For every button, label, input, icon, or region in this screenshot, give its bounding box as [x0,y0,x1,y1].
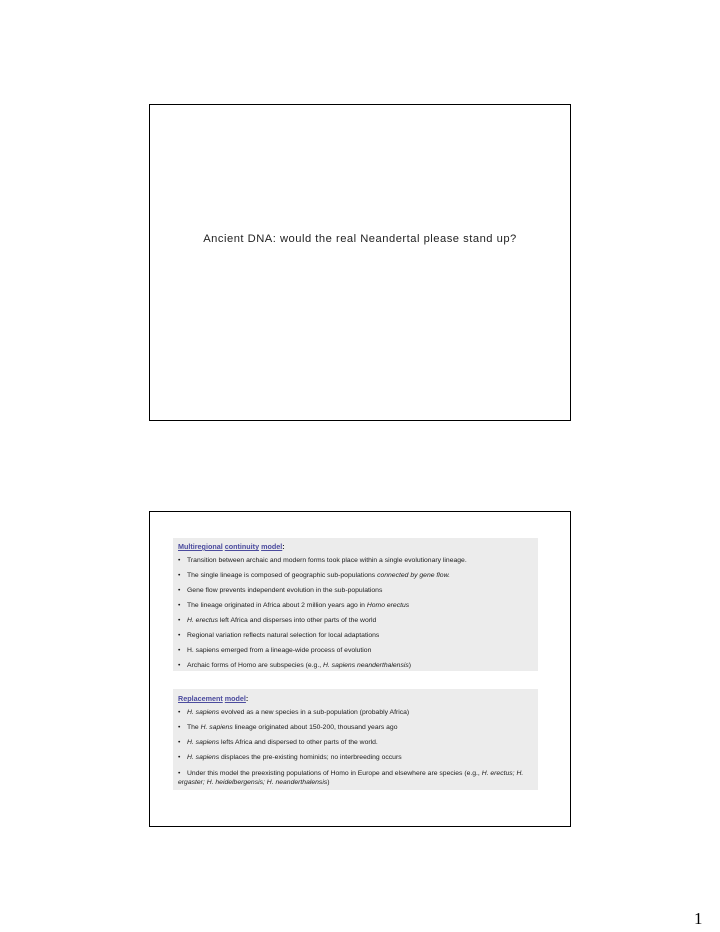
bullet-emphasis: connected by gene flow. [377,572,450,579]
multiregional-bullet-list [178,557,534,677]
bullet-emphasis: H. erectus [187,617,218,624]
bullet-emphasis: Homo erectus [366,602,410,609]
bullet-marker: • [178,662,181,669]
bullet-text: The single lineage is composed of geographic sub-populations [187,572,378,579]
bullet-item [178,769,534,787]
page-number: 1 [694,909,703,928]
slide-1 [149,104,571,421]
multiregional-model-panel [173,538,538,671]
bullet-item [178,617,534,632]
heading-word-multiregional: Multiregional [178,542,223,551]
multiregional-heading [178,542,534,551]
bullet-item [178,557,534,572]
slide-2 [149,511,571,827]
bullet-emphasis: H. sapiens [187,739,220,746]
bullet-text: The lineage originated in Africa about 2 million years ago in [187,602,367,609]
bullet-text: Regional variation reflects natural selection for local adaptations [187,632,380,639]
bullet-emphasis: H. sapiens [187,754,220,761]
replacement-bullet-list [178,709,534,787]
bullet-marker: • [178,557,181,564]
heading-colon: : [282,542,285,551]
bullet-text: ) [408,662,412,669]
slide-title: Ancient DNA: would the real Neandertal please stand up? [203,233,517,245]
bullet-marker: • [178,724,181,731]
bullet-item [178,632,534,647]
bullet-text: evolved as a new species in a sub-population (probably Africa) [219,709,410,716]
bullet-marker: • [178,754,181,761]
replacement-heading [178,694,534,703]
bullet-emphasis: H. sapiens neanderthalensis [323,662,409,669]
bullet-item [178,724,534,739]
heading-word-replacement: Replacement [178,694,223,703]
bullet-marker: • [178,572,181,579]
heading-word-model: model [224,694,246,703]
bullet-text: Transition between archaic and modern forms took place within a single evolutionary lineage. [187,557,467,564]
bullet-marker: • [178,709,181,716]
replacement-model-panel [173,689,538,790]
bullet-text: H. sapiens emerged from a lineage-wide process of evolution [187,647,372,654]
bullet-marker: • [178,770,181,777]
bullet-text: lineage originated about 150-200, thousand years ago [232,724,398,731]
bullet-text: Gene flow prevents independent evolution in the sub-populations [187,587,383,594]
bullet-item [178,754,534,769]
bullet-text: ) [327,779,330,786]
bullet-marker: • [178,602,181,609]
bullet-marker: • [178,587,181,594]
bullet-marker: • [178,647,181,654]
bullet-text: The [187,724,201,731]
heading-colon: : [245,694,249,703]
bullet-marker: • [178,617,181,624]
heading-word-continuity: continuity [224,542,260,551]
bullet-text: displaces the pre-existing hominids; no interbreeding occurs [219,754,402,761]
bullet-text: Archaic forms of Homo are subspecies (e.g., [187,662,323,669]
bullet-emphasis: H. erectus; H. ergaster; H. heidelbergensis; H. neanderthalensis [178,770,524,786]
bullet-marker: • [178,739,181,746]
bullet-item [178,739,534,754]
bullet-item [178,647,534,662]
bullet-emphasis: H. sapiens [200,724,233,731]
bullet-item [178,602,534,617]
heading-word-model: model [261,542,283,551]
bullet-item [178,587,534,602]
bullet-text: Under this model the preexisting populations of Homo in Europe and elsewhere are species (e.g., [187,770,482,777]
bullet-text: lefts Africa and dispersed to other parts of the world. [219,739,378,746]
bullet-item [178,572,534,587]
bullet-marker: • [178,632,181,639]
bullet-item [178,662,534,677]
bullet-text: left Africa and disperses into other parts of the world [217,617,377,624]
bullet-item [178,709,534,724]
bullet-emphasis: H. sapiens [187,709,220,716]
